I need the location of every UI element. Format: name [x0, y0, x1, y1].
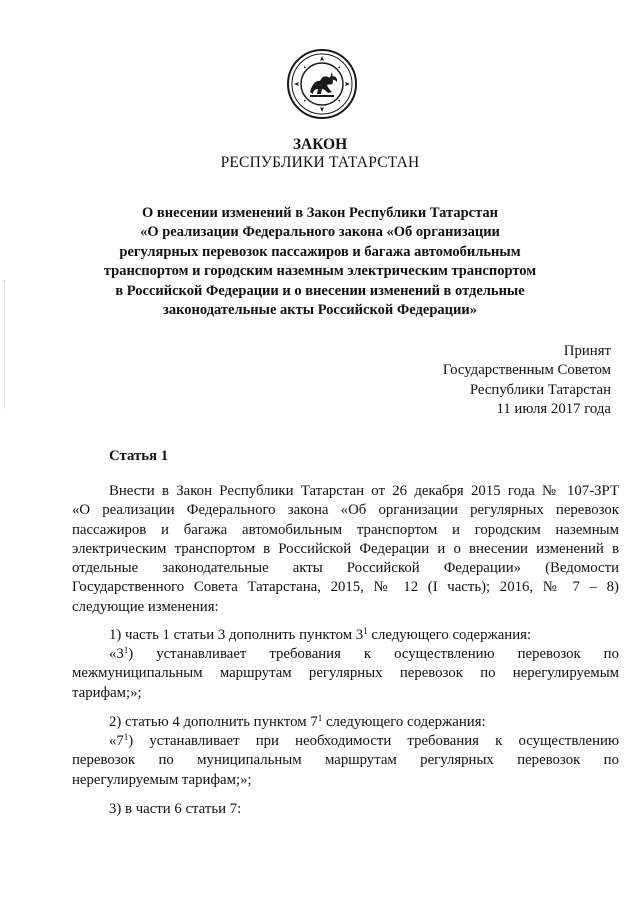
item-1-text-end: следующего содержания: — [367, 627, 532, 643]
article-title: Статья 1 — [109, 448, 169, 464]
text-line: пассажиров и багажа автомобильным транспортом и городским наземным — [72, 521, 619, 538]
adoption-line: Принят — [563, 343, 611, 359]
adoption-date: 11 июля 2017 года — [496, 400, 611, 417]
coat-of-arms-tatarstan-icon — [286, 48, 358, 120]
text-line: нерегулируемым тарифам;»; — [72, 771, 252, 788]
law-heading — [0, 204, 640, 320]
item-1-text: 1) часть 1 статьи 3 дополнить пунктом 3 — [109, 627, 364, 643]
scan-margin-marks — [4, 280, 6, 410]
law-subtitle: РЕСПУБЛИКИ ТАТАРСТАН — [220, 154, 420, 171]
text-line: межмуниципальным маршрутам регулярных перевозок по нерегулируемым — [72, 665, 619, 682]
item-2 — [109, 712, 486, 732]
heading-line: транспортом и городским наземным электрическим транспортом — [103, 263, 537, 280]
heading-line: законодательные акты Российской Федерации» — [163, 302, 477, 319]
adoption-line: Государственным Советом — [442, 362, 611, 379]
quote-open: «7 — [109, 733, 124, 749]
item-1-quote — [72, 645, 619, 703]
text-line: Государственного Совета Татарстана, 2015, № 12 (I часть); 2016, № 7 – 8) — [72, 579, 619, 596]
text-line: перевозок по муниципальным маршрутам регулярных перевозок по — [72, 752, 619, 769]
superscript: 1 — [123, 732, 129, 742]
heading-line: «О реализации Федерального закона «Об организации — [140, 224, 500, 241]
text-line: электрическим транспортом в Российской Федерации и о внесении изменений в — [72, 540, 619, 557]
text-line: следующие изменения: — [72, 598, 219, 615]
item-1 — [109, 625, 531, 645]
text-line: «О реализации Федерального закона «Об организации регулярных перевозок — [72, 502, 619, 519]
heading-line: в Российской Федерации и о внесении изменений в отдельные — [115, 282, 525, 299]
text-line — [72, 732, 619, 751]
adoption-line: Республики Татарстан — [469, 381, 611, 398]
item-3: 3) в части 6 статьи 7: — [109, 801, 242, 817]
heading-line: регулярных перевозок пассажиров и багажа автомобильным — [119, 243, 521, 260]
superscript: 1 — [317, 713, 323, 723]
quote-text: ) устанавливает при необходимости требования к осуществлению — [128, 733, 619, 749]
text-line — [72, 645, 619, 664]
superscript: 1 — [363, 626, 368, 636]
item-2-quote — [72, 732, 619, 790]
text-line: тарифам;»; — [72, 684, 142, 701]
text-line: Внести в Закон Республики Татарстан от 26 декабря 2015 года № 107-ЗРТ — [109, 483, 619, 499]
quote-open: «3 — [109, 646, 124, 662]
article-intro — [72, 482, 619, 617]
item-2-text-end: следующего содержания: — [322, 714, 486, 730]
superscript: 1 — [123, 645, 129, 655]
law-title: ЗАКОН — [292, 136, 348, 153]
heading-line: О внесении изменений в Закон Республики Татарстан — [142, 205, 498, 221]
adoption-block — [311, 342, 611, 419]
item-2-text: 2) статью 4 дополнить пунктом 7 — [109, 714, 318, 730]
quote-text: ) устанавливает требования к осуществлению перевозок по — [128, 646, 619, 662]
text-line: отдельные законодательные акты Российской Федерации» (Ведомости — [72, 560, 619, 577]
